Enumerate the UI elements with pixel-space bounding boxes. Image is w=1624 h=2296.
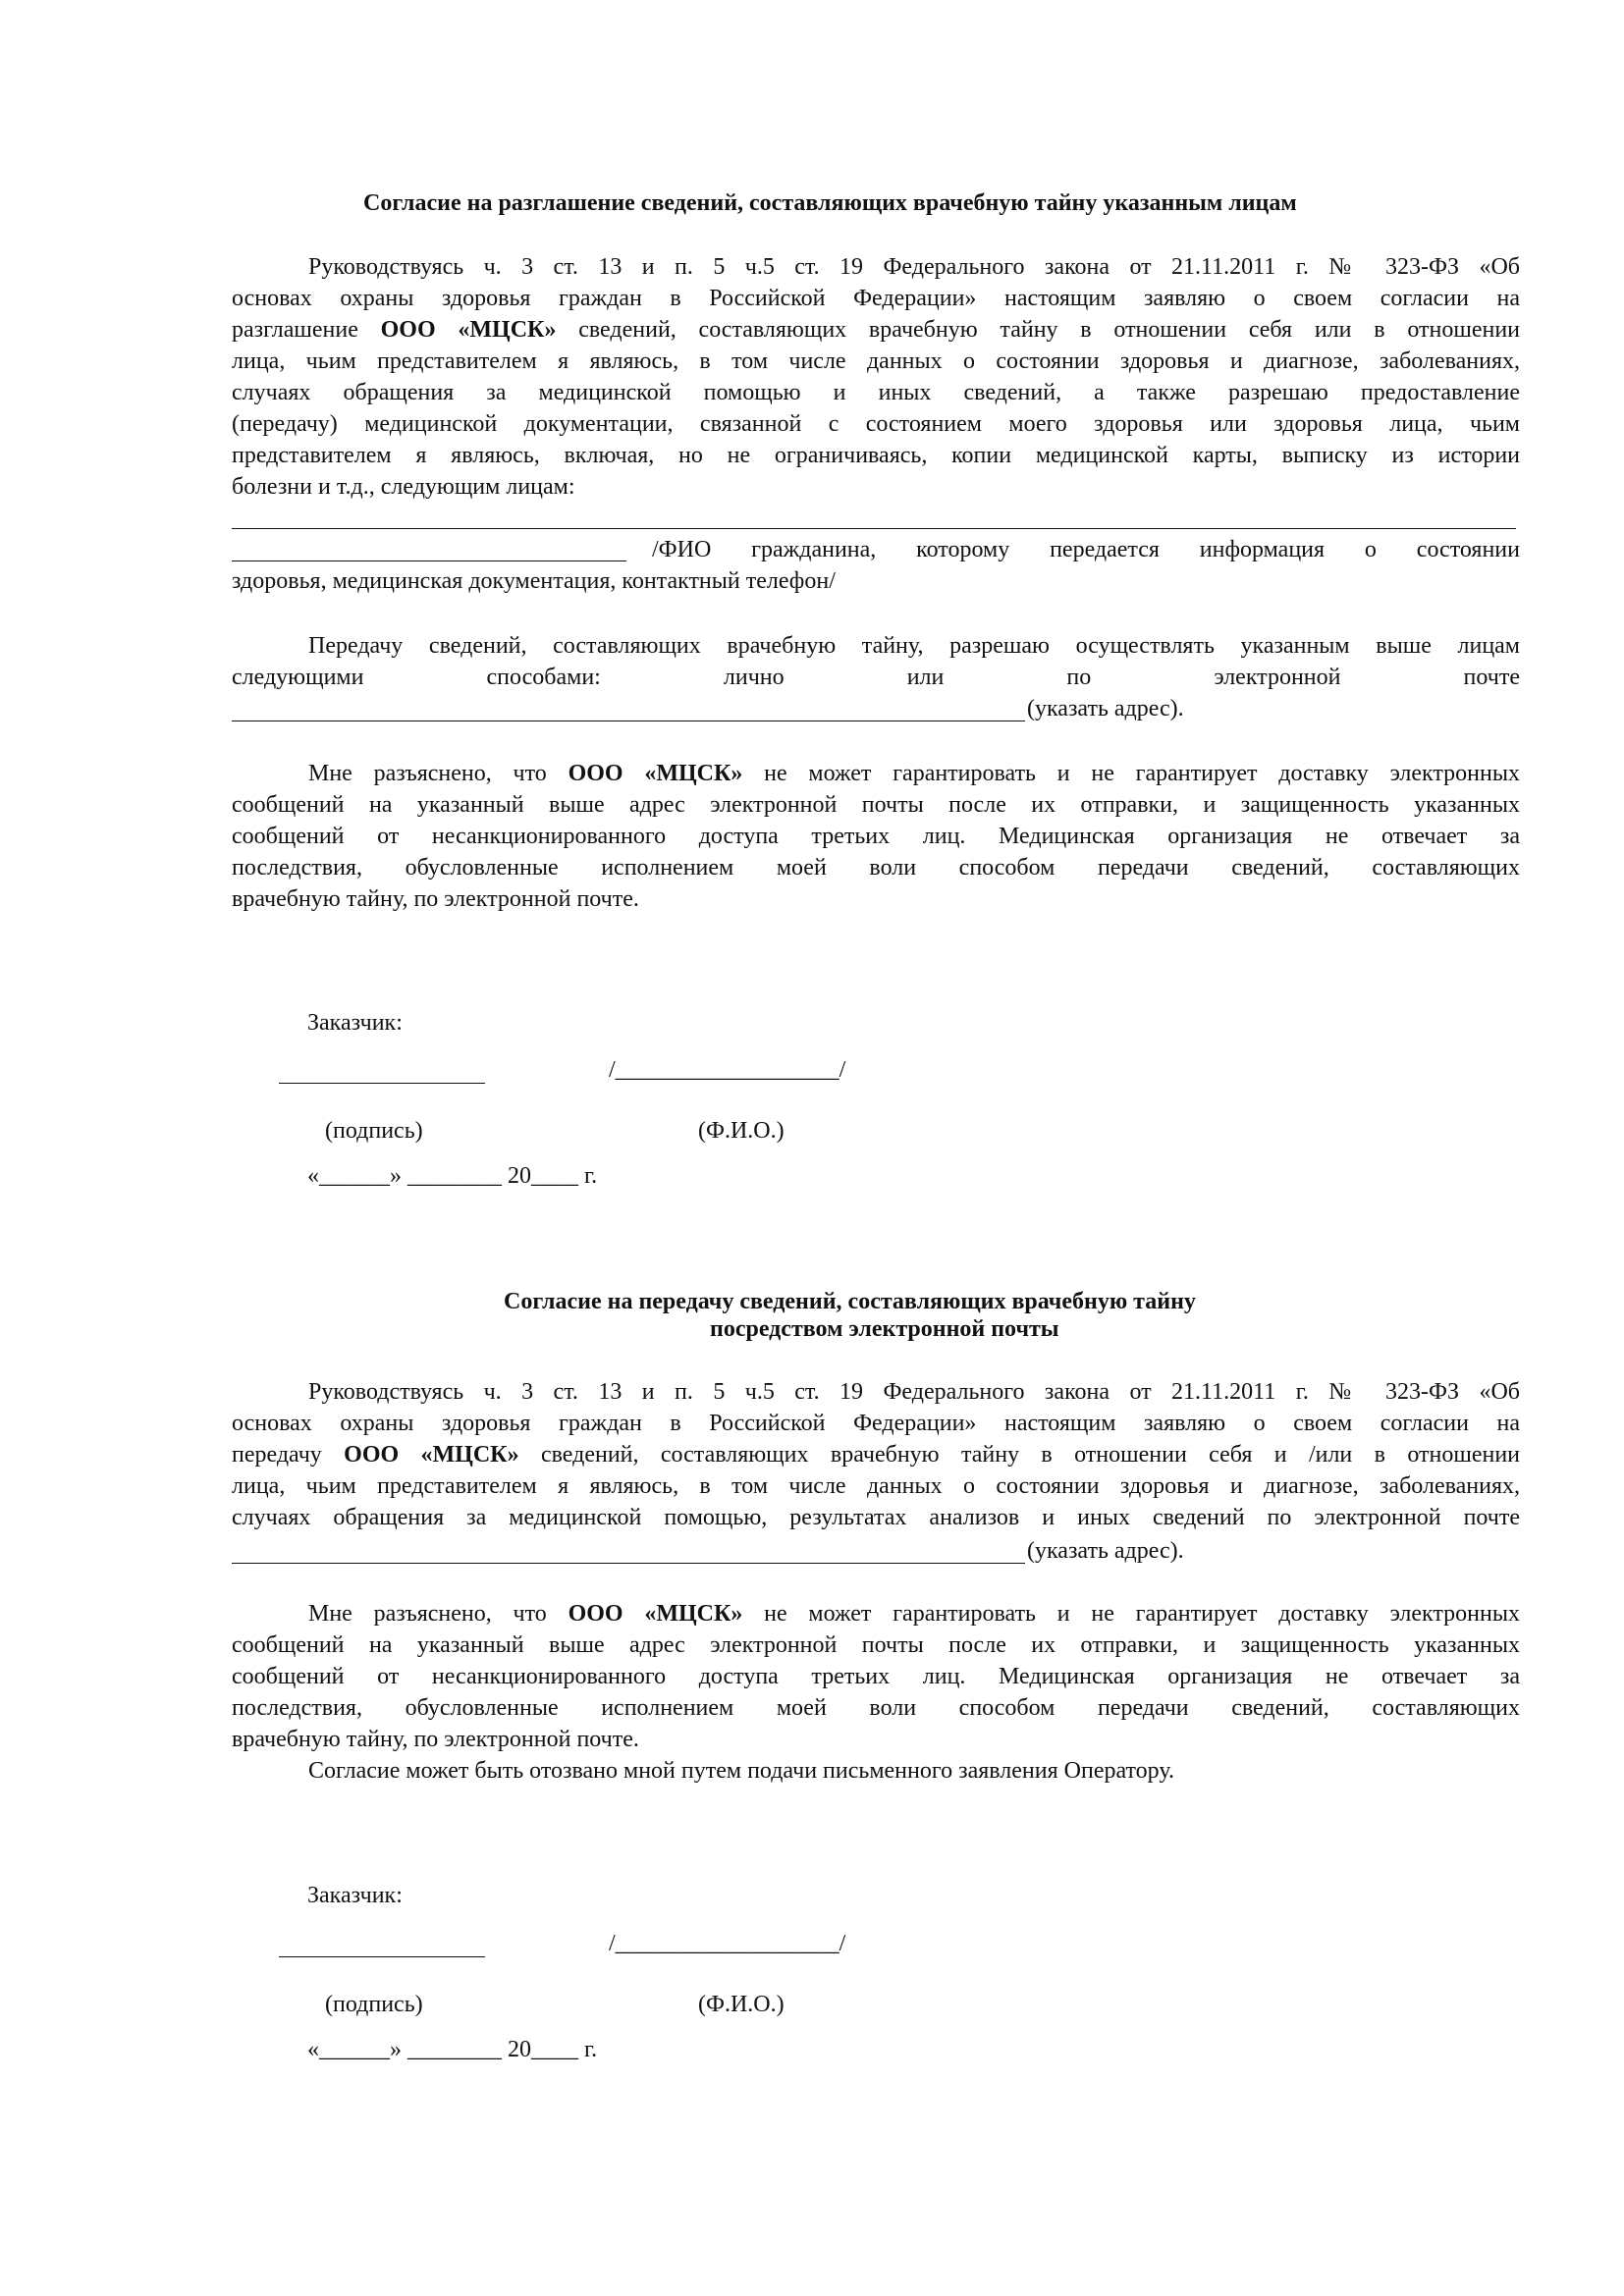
text-run: разглашение: [232, 317, 381, 343]
doc1-p3-line: [232, 758, 1520, 789]
signature-caption: (подпись): [325, 1992, 423, 2017]
doc1-p2-line: Передачу сведений, составляющих врачебную тайну, разрешаю осуществлять указанным выше лицам: [308, 633, 1520, 659]
date-line[interactable]: «______» ________ 20____ г.: [307, 2037, 598, 2062]
text-run: передачу: [232, 1442, 345, 1468]
doc1-p1-line: основах охраны здоровья граждан в Российской Федерации» настоящим заявляю о своем согласии на: [232, 286, 1520, 311]
doc1-p1-line: случаях обращения за медицинской помощью и иных сведений, а также разрешаю предоставление: [232, 380, 1520, 405]
fio-caption: (Ф.И.О.): [698, 1992, 785, 2017]
email-hint: (указать адрес).: [1027, 696, 1184, 721]
organization-name: ООО «МЦСК»: [568, 761, 743, 786]
doc2-p2-line: врачебную тайну, по электронной почте.: [232, 1727, 639, 1752]
doc1-p3-line: сообщений на указанный выше адрес электронной почты после их отправки, и защищенность указанных: [232, 792, 1520, 818]
doc2-title-line-1: Согласие на передачу сведений, составляющих врачебную тайну: [504, 1289, 1196, 1314]
doc1-p3-line: последствия, обусловленные исполнением моей воли способом передачи сведений, составляющих: [232, 855, 1520, 881]
doc1-paragraph-1: [232, 251, 1520, 503]
doc1-p1-line: представителем я являюсь, включая, но не ограничиваясь, копии медицинской карты, выписку из истории: [232, 443, 1520, 468]
organization-name: ООО «МЦСК»: [568, 1601, 743, 1627]
doc2-p1-line: [232, 1439, 1520, 1470]
fio-caption: (Ф.И.О.): [698, 1118, 785, 1144]
fio-caption-line: /ФИО гражданина, которому передается информация о состоянии: [652, 537, 1520, 562]
email-fill-line[interactable]: [232, 1563, 1025, 1564]
text-run: Мне разъяснено, что: [308, 761, 568, 786]
doc2-p1-line: основах охраны здоровья граждан в Российской Федерации» настоящим заявляю о своем согласии на: [232, 1411, 1520, 1436]
doc2-p2-line: сообщений от несанкционированного доступа третьих лиц. Медицинская организация не отвечает за: [232, 1664, 1520, 1689]
doc1-paragraph-3: [232, 758, 1520, 915]
recipient-fill-line[interactable]: [232, 528, 1516, 529]
doc2-p2-line: последствия, обусловленные исполнением моей воли способом передачи сведений, составляющих: [232, 1695, 1520, 1721]
fio-fill-line[interactable]: /___________________/: [609, 1931, 846, 1956]
doc1-p1-line: [232, 314, 1520, 346]
text-run: Мне разъяснено, что: [308, 1601, 568, 1627]
doc1-paragraph-2: [232, 630, 1520, 693]
text-run: сведений, составляющих врачебную тайну в отношении себя или в отношении: [556, 317, 1520, 343]
email-hint: (указать адрес).: [1027, 1538, 1184, 1564]
doc1-p1-line: Руководствуясь ч. 3 ст. 13 и п. 5 ч.5 ст. 19 Федерального закона от 21.11.2011 г. № 323-ФЗ «Об: [308, 254, 1520, 280]
fio-caption-line: здоровья, медицинская документация, контактный телефон/: [232, 568, 836, 594]
signature-line[interactable]: [279, 1956, 485, 1957]
doc1-title: Согласие на разглашение сведений, составляющих врачебную тайну указанным лицам: [363, 190, 1297, 216]
signature-caption: (подпись): [325, 1118, 423, 1144]
doc1-p3-line: врачебную тайну, по электронной почте.: [232, 886, 639, 912]
doc2-p1-line: случаях обращения за медицинской помощью, результатах анализов и иных сведений по электронной почте: [232, 1505, 1520, 1530]
doc2-title-line-2: посредством электронной почты: [710, 1316, 1059, 1342]
doc2-p2-line: [232, 1598, 1520, 1629]
text-run: сведений, составляющих врачебную тайну в отношении себя и /или в отношении: [518, 1442, 1520, 1468]
doc2-paragraph-2: [232, 1598, 1520, 1787]
text-run: не может гарантировать и не гарантирует доставку электронных: [742, 1601, 1520, 1627]
doc1-p1-line: лица, чьим представителем я являюсь, в том числе данных о состоянии здоровья и диагнозе, заболеваниях,: [232, 348, 1520, 374]
customer-label: Заказчик:: [307, 1010, 403, 1036]
organization-name: ООО «МЦСК»: [380, 317, 557, 343]
doc1-p1-line: (передачу) медицинской документации, связанной с состоянием моего здоровья или здоровья лица, чьим: [232, 411, 1520, 437]
doc1-p1-line: болезни и т.д., следующим лицам:: [232, 474, 575, 500]
doc2-p1-line: Руководствуясь ч. 3 ст. 13 и п. 5 ч.5 ст. 19 Федерального закона от 21.11.2011 г. № 323-ФЗ «Об: [308, 1379, 1520, 1405]
organization-name: ООО «МЦСК»: [344, 1442, 519, 1468]
text-run: не может гарантировать и не гарантирует доставку электронных: [742, 761, 1520, 786]
doc1-p2-line: следующими способами: лично или по электронной почте: [232, 665, 1520, 690]
doc1-fio-caption: [232, 534, 1520, 597]
date-line[interactable]: «______» ________ 20____ г.: [307, 1163, 598, 1189]
signature-line[interactable]: [279, 1083, 485, 1084]
doc2-p2-line: сообщений на указанный выше адрес электронной почты после их отправки, и защищенность указанных: [232, 1632, 1520, 1658]
customer-label: Заказчик:: [307, 1883, 403, 1908]
fio-fill-line[interactable]: /___________________/: [609, 1057, 846, 1083]
doc1-p3-line: сообщений от несанкционированного доступа третьих лиц. Медицинская организация не отвечает за: [232, 824, 1520, 849]
doc2-paragraph-1: [232, 1376, 1520, 1533]
doc2-revoke-line: Согласие может быть отозвано мной путем подачи письменного заявления Оператору.: [308, 1758, 1174, 1784]
doc2-p1-line: лица, чьим представителем я являюсь, в том числе данных о состоянии здоровья и диагнозе, заболеваниях,: [232, 1473, 1520, 1499]
